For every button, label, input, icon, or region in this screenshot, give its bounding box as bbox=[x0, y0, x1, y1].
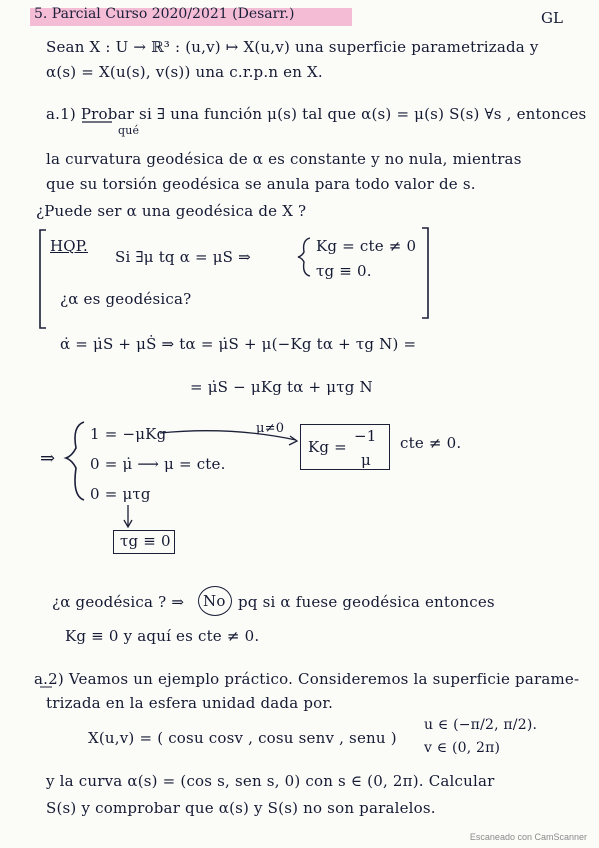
kg-result-left: Kg = bbox=[308, 438, 347, 456]
scanner-watermark: Escaneado con CamScanner bbox=[469, 832, 587, 842]
hyp-condition: Si ∃μ tq α = μS ⇒ bbox=[115, 248, 251, 266]
a1-line-1: a.1) Probar si ∃ una función μ(s) tal que α(s) = μ(s) S(s) ∀s , entonces bbox=[46, 105, 587, 123]
a2-domain-u: u ∈ (−π/2, π/2). bbox=[424, 717, 538, 733]
intro-line-1: Sean X : U → ℝ³ : (u,v) ↦ X(u,v) una superficie parametrizada y bbox=[46, 38, 539, 56]
a2-line-1: a.2) Veamos un ejemplo práctico. Consideremos la superficie parame- bbox=[34, 670, 580, 688]
page-title: 5. Parcial Curso 2020/2021 (Desarr.) bbox=[34, 6, 295, 22]
intro-line-2: α(s) = X(u(s), v(s)) una c.r.p.n en X. bbox=[46, 63, 323, 81]
geodesic-rest: pq si α fuese geodésica entonces bbox=[238, 593, 495, 611]
deriv-line-2: = μ̇S − μKg tα + μτg N bbox=[190, 378, 373, 396]
a1-line-3: que su torsión geodésica se anula para todo valor de s. bbox=[46, 175, 476, 193]
a2-curve: y la curva α(s) = (cos s, sen s, 0) con s ∈ (0, 2π). Calcular bbox=[46, 772, 495, 790]
hyp-label: HQP. bbox=[50, 237, 88, 255]
hyp-tau: τg ≡ 0. bbox=[316, 262, 372, 280]
a2-last: S(s) y comprobar que α(s) y S(s) no son paralelos. bbox=[46, 799, 436, 817]
system-eq-1: 1 = −μKg bbox=[90, 425, 167, 443]
hyp-kg: Kg = cte ≠ 0 bbox=[316, 237, 417, 255]
a2-line-2: trizada en la esfera unidad dada por. bbox=[46, 694, 334, 712]
system-arrow-label: μ≠0 bbox=[256, 421, 285, 436]
system-eq-2: 0 = μ̇ ⟶ μ = cte. bbox=[90, 455, 226, 473]
system-implies: ⇒ bbox=[40, 448, 56, 469]
a2-domain-v: v ∈ (0, 2π) bbox=[424, 740, 501, 756]
a2-param: X(u,v) = ( cosu cosv , cosu senv , senu ) bbox=[88, 729, 397, 747]
geodesic-question: ¿α geodésica ? ⇒ bbox=[52, 593, 185, 611]
hyp-question: ¿α es geodésica? bbox=[60, 290, 192, 308]
page-tag: GL bbox=[541, 9, 563, 27]
kg-result-num: −1 bbox=[354, 427, 377, 445]
kg-result-den: μ bbox=[361, 451, 371, 469]
system-eq-3: 0 = μτg bbox=[90, 485, 151, 503]
geodesic-line-2: Kg ≡ 0 y aquí es cte ≠ 0. bbox=[65, 627, 260, 645]
a1-line-2: la curvatura geodésica de α es constante y no nula, mientras bbox=[46, 150, 522, 168]
a1-line-4: ¿Puede ser α una geodésica de X ? bbox=[36, 202, 307, 220]
a1-que-annotation: qué bbox=[118, 124, 140, 137]
geodesic-no: No bbox=[203, 592, 226, 610]
deriv-line-1: α̇ = μ̇S + μṠ ⇒ tα = μ̇S + μ(−Kg tα + τg N) = bbox=[60, 335, 417, 353]
tau-result: τg ≡ 0 bbox=[120, 532, 171, 550]
after-box-text: cte ≠ 0. bbox=[400, 434, 462, 452]
